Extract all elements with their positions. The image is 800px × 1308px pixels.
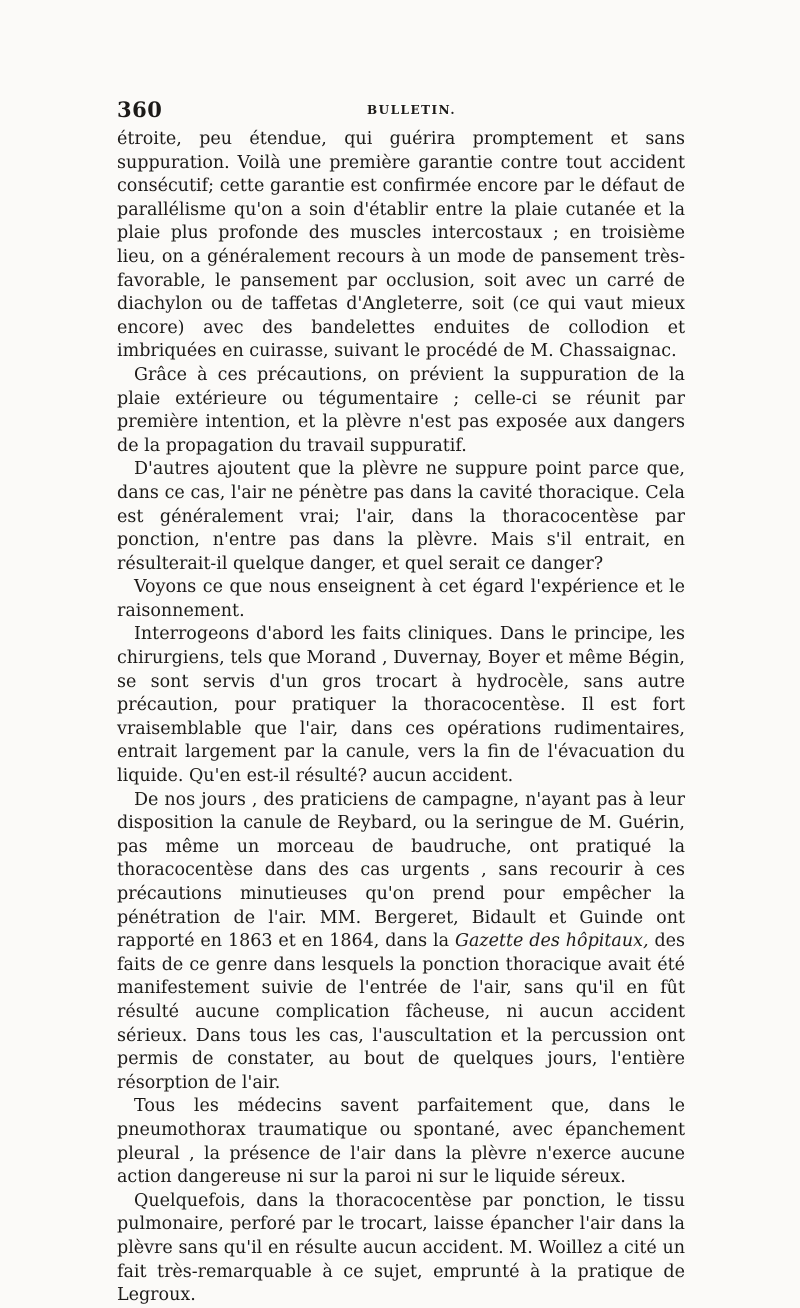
- paragraph-6-text-b: des faits de ce genre dans lesquels la ponction thoracique avait été manifestement suivie de l'entrée de l'air, sans qu'il en fût résulté aucune complication fâcheuse, ni aucun accident sérieux. Dans tous les cas, l'auscultation et la percussion ont permis de constater, au bout de quelques jours, l'entière résorption de l'air.: [117, 931, 685, 1093]
- paragraph-5: Interrogeons d'abord les faits cliniques. Dans le principe, les chirurgiens, tels que Morand , Duvernay, Boyer et même Bégin, se sont servis d'un gros trocart à hydrocèle, sans autre précaution, pour pratiquer la thoracocentèse. Il est fort vraisemblable que l'air, dans ces opérations rudimentaires, entrait largement par la canule, vers la fin de l'évacuation du liquide. Qu'en est-il résulté? aucun accident.: [117, 624, 685, 787]
- paragraph-3: D'autres ajoutent que la plèvre ne suppure point parce que, dans ce cas, l'air ne pénètre pas dans la cavité thoracique. Cela est généralement vrai; l'air, dans la thoracocentèse par ponction, n'entre pas dans la plèvre. Mais s'il entrait, en résulterait-il quelque danger, et quel serait ce danger?: [117, 459, 685, 574]
- paragraph-6: [117, 789, 685, 1096]
- journal-title: Gazette des hôpitaux,: [454, 931, 649, 952]
- paragraph-1: étroite, peu étendue, qui guérira promptement et sans suppuration. Voilà une première garantie contre tout accident consécutif; cette garantie est confirmée encore par le défaut de parallélisme qu'on a soin d'établir entre la plaie cutanée et la plaie plus profonde des muscles intercostaux ; en troisième lieu, on a généralement recours à un mode de pansement très-favorable, le pansement par occlusion, soit avec un carré de diachylon ou de taffetas d'Angleterre, soit (ce qui vaut mieux encore) avec des bandelettes enduites de collodion et imbriquées en cuirasse, suivant le procédé de M. Chassaignac.: [117, 129, 685, 362]
- running-head: BULLETIN.: [367, 103, 457, 117]
- paragraph-4: Voyons ce que nous enseignent à cet égard l'expérience et le raisonnement.: [117, 577, 685, 621]
- page-number: 360: [117, 97, 163, 122]
- body-text: [117, 128, 685, 1308]
- paragraph-6-text-a: De nos jours , des praticiens de campagne, n'ayant pas à leur disposition la canule de Reybard, ou la seringue de M. Guérin, pas même un morceau de baudruche, ont pratiqué la thoracocentèse dans des cas urgents , sans recourir à ces précautions minutieuses qu'on prend pour empêcher la pénétration de l'air. MM. Bergeret, Bidault et Guinde ont rapporté en 1863 et en 1864, dans la: [117, 789, 685, 952]
- paragraph-8: Quelquefois, dans la thoracocentèse par ponction, le tissu pulmonaire, perforé par le trocart, laisse épancher l'air dans la plèvre sans qu'il en résulte aucun accident. M. Woillez a cité un fait très-remarquable à ce sujet, emprunté à la pratique de Legroux.: [117, 1190, 685, 1306]
- page-header: [117, 97, 685, 127]
- paragraph-2: Grâce à ces précautions, on prévient la suppuration de la plaie extérieure ou tégumentaire ; celle-ci se réunit par première intention, et la plèvre n'est pas exposée aux dangers de la propagation du travail suppuratif.: [117, 364, 685, 456]
- paragraph-7: Tous les médecins savent parfaitement que, dans le pneumothorax traumatique ou spontané, avec épanchement pleural , la présence de l'air dans la plèvre n'exerce aucune action dangereuse ni sur la paroi ni sur le liquide séreux.: [117, 1096, 685, 1188]
